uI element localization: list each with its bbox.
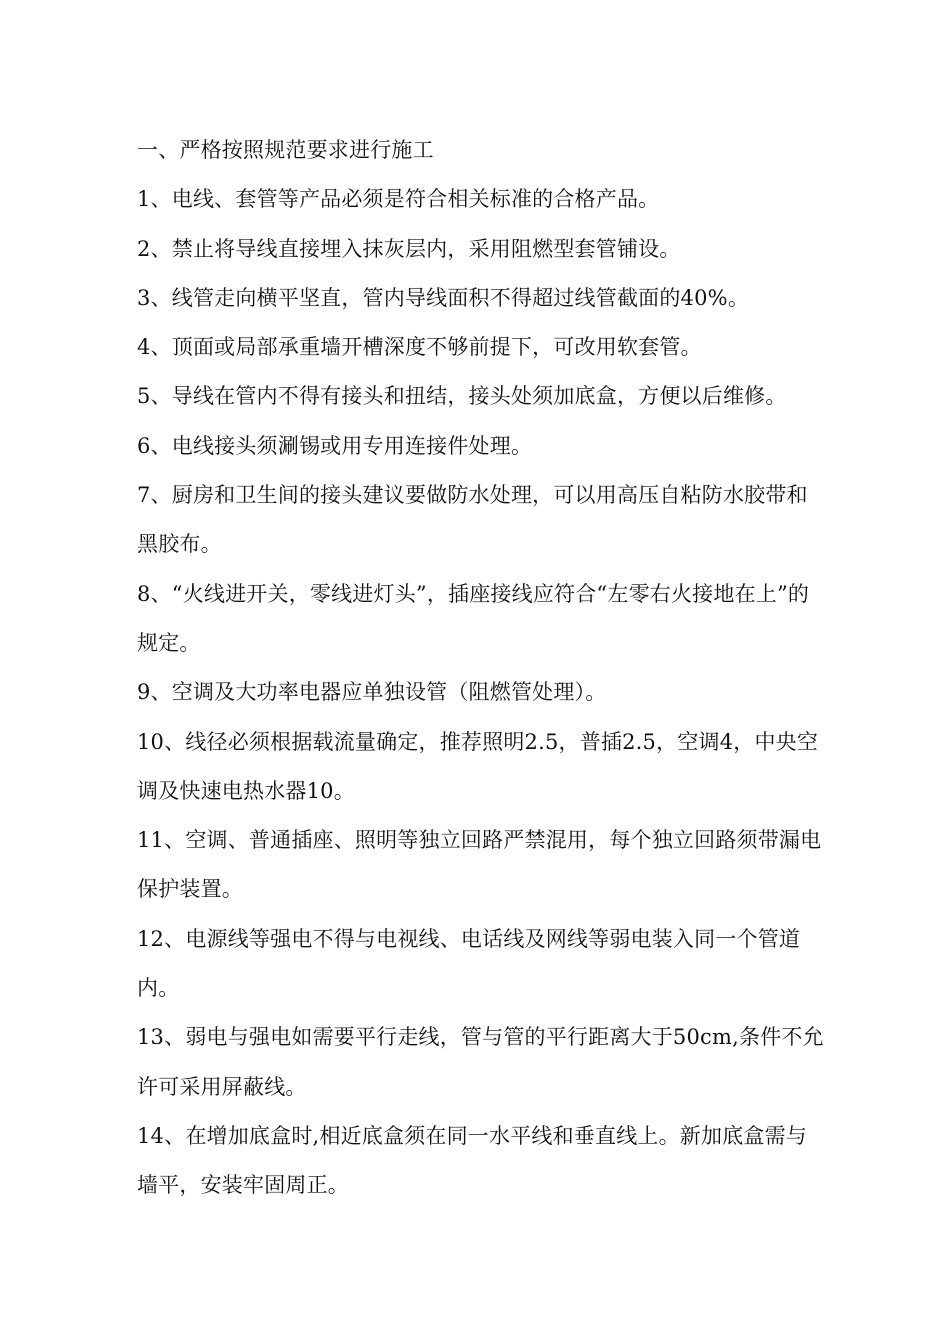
- list-item-3: 3、线管走向横平坚直，管内导线面积不得超过线管截面的40%。: [137, 285, 750, 310]
- list-item-5: 5、导线在管内不得有接头和扭结，接头处须加底盒，方便以后维修。: [137, 384, 787, 409]
- list-item-4: 4、顶面或局部承重墙开槽深度不够前提下，可改用软套管。: [137, 335, 702, 360]
- list-item-13: 13、弱电与强电如需要平行走线，管与管的平行距离大于50cm,条件不允许可采用屏蔽线。: [137, 1025, 824, 1099]
- list-item-1: 1、电线、套管等产品必须是符合相关标准的合格产品。: [137, 187, 660, 212]
- document-body: [137, 126, 827, 1211]
- section-heading: 一、严格按照规范要求进行施工: [137, 138, 434, 162]
- list-item-8: 8、“火线进开关，零线进灯头”，插座接线应符合“左零右火接地在上”的规定。: [137, 581, 810, 655]
- list-item-14: 14、在增加底盒时,相近底盒须在同一水平线和垂直线上。新加底盒需与墙平，安装牢固周正。: [137, 1123, 807, 1198]
- list-item-10: 10、线径必须根据载流量确定，推荐照明2.5，普插2.5，空调4，中央空调及快速电热水器10。: [137, 729, 819, 803]
- list-item-2: 2、禁止将导线直接埋入抹灰层内，采用阻燃型套管铺设。: [137, 236, 681, 261]
- list-item-9: 9、空调及大功率电器应单独设管（阻燃管处理）。: [137, 680, 607, 705]
- list-item-11: 11、空调、普通插座、照明等独立回路严禁混用，每个独立回路须带漏电保护装置。: [137, 828, 822, 902]
- list-item-6: 6、电线接头须涮锡或用专用连接件处理。: [137, 433, 533, 458]
- list-item-12: 12、电源线等强电不得与电视线、电话线及网线等弱电装入同一个管道内。: [137, 926, 801, 1001]
- list-item-7: 7、厨房和卫生间的接头建议要做防水处理，可以用高压自粘防水胶带和黑胶布。: [137, 483, 808, 557]
